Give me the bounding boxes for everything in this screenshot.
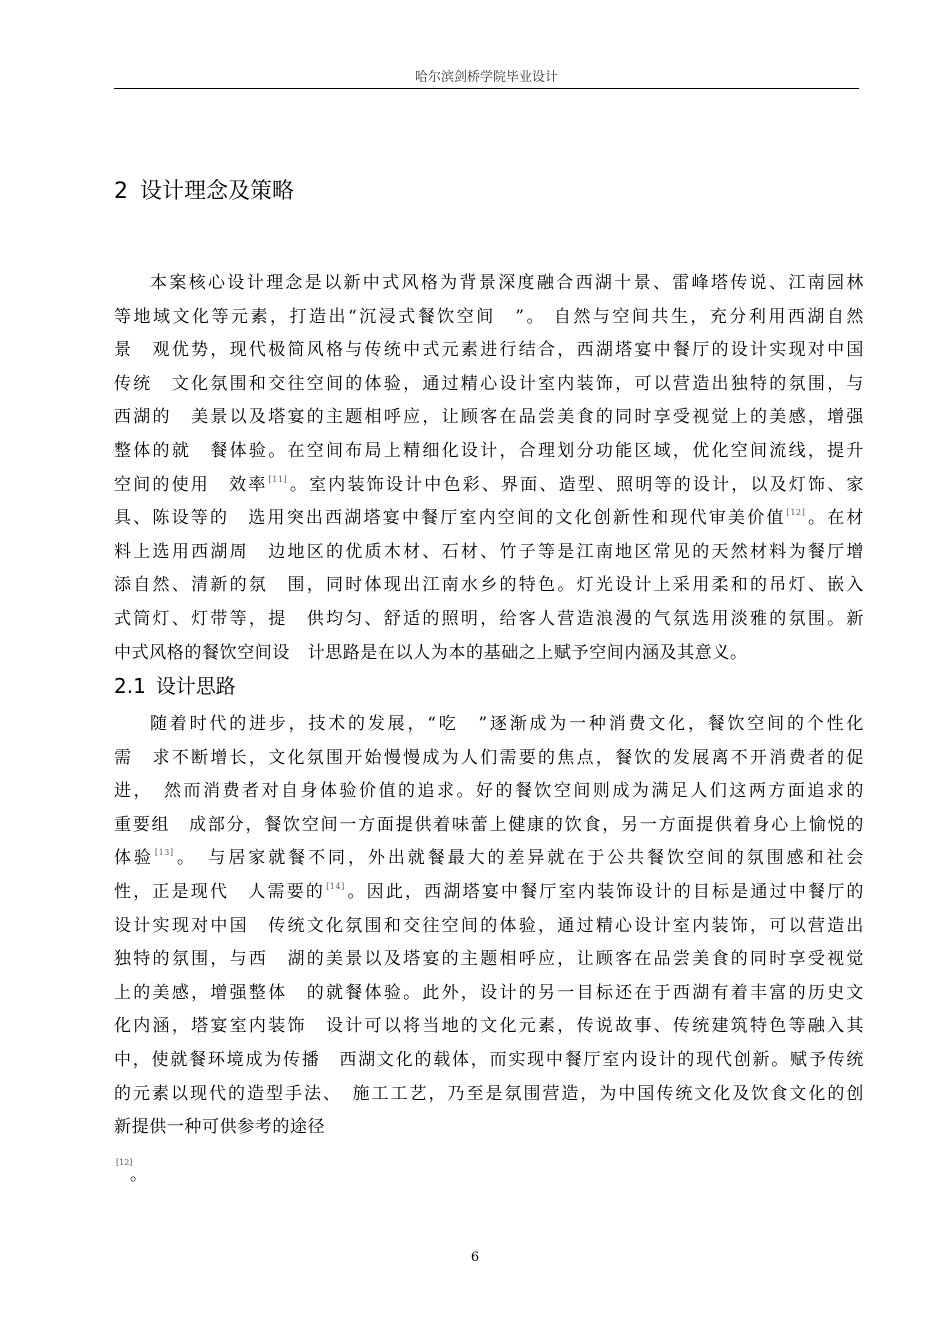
citation-ref: [12] bbox=[116, 1158, 133, 1167]
text-line: 新提供一种可供参考的途径 bbox=[114, 1117, 326, 1138]
text-line: 传统 文化氛围和交往空间的体验，通过精心设计室内装饰，可以营造出独特的氛围，与 bbox=[114, 373, 864, 394]
chapter-heading bbox=[114, 174, 294, 205]
section-title: 设计思路 bbox=[155, 674, 236, 698]
text-segment: 。室内装饰设计中色彩、界面、造型、照明等的设计，以及灯饰、家 bbox=[288, 474, 864, 495]
text-line: 添自然、清新的氛 围，同时体现出江南水乡的特色。灯光设计上采用柔和的吊灯、嵌入 bbox=[114, 575, 864, 596]
text-line: 式筒灯、灯带等，提 供均匀、舒适的照明，给客人营造浪漫的气氛选用淡雅的氛围。新 bbox=[114, 609, 864, 629]
text-line: 进， 然而消费者对自身体验价值的追求。好的餐饮空间则成为满足人们这两方面追求的 bbox=[114, 781, 864, 802]
citation-ref: [11] bbox=[268, 474, 288, 484]
text-line: 化内涵，塔宴室内装饰 设计可以将当地的文化元素，传说故事、传统建筑特色等融入其 bbox=[114, 1016, 864, 1037]
text-segment: 。因此，西湖塔宴中餐厅室内装饰设计的目标是通过中餐厅的 bbox=[345, 882, 864, 902]
text-line: 料上选用西湖周 边地区的优质木材、石材、竹子等是江南地区常见的天然材料为餐厅增 bbox=[114, 541, 864, 562]
text-line: 随着时代的进步，技术的发展，“吃 ”逐渐成为一种消费文化，餐饮空间的个性化 bbox=[150, 714, 864, 734]
section-heading bbox=[114, 670, 236, 699]
text-line bbox=[114, 877, 864, 907]
text-line: 等地域文化等元素，打造出“沉浸式餐饮空间 ”。 自然与空间共生，充分利用西湖自然 bbox=[114, 306, 864, 327]
text-line: 独特的氛围，与西 湖的美景以及塔宴的主题相呼应，让顾客在品尝美食的同时享受视觉 bbox=[114, 949, 864, 970]
paragraph-tail: 。 bbox=[130, 1165, 147, 1185]
text-line: 重要组 成部分，餐饮空间一方面提供着味蕾上健康的饮食，另一方面提供着身心上愉悦的 bbox=[114, 814, 864, 835]
text-line: 本案核心设计理念是以新中式风格为背景深度融合西湖十景、雷峰塔传说、江南园林 bbox=[150, 273, 864, 293]
text-segment: 体验 bbox=[114, 848, 154, 869]
text-line: 设计实现对中国 传统文化氛围和交往空间的体验，通过精心设计室内装饰，可以营造出 bbox=[114, 915, 864, 936]
text-line bbox=[114, 470, 864, 500]
header-rule bbox=[114, 88, 859, 89]
text-segment: 具、陈设等的 选用突出西湖塔宴中餐厅室内空间的文化创新性和现代审美价值 bbox=[114, 508, 786, 529]
text-line: 需 求不断增长，文化氛围开始慢慢成为人们需要的焦点，餐饮的发展离不开消费者的促 bbox=[114, 747, 864, 768]
page-number: 6 bbox=[470, 1250, 480, 1265]
text-line: 中式风格的餐饮空间设 计思路是在以人为本的基础之上赋予空间内涵及其意义。 bbox=[114, 642, 748, 663]
text-line: 整体的就 餐体验。在空间布局上精细化设计，合理划分功能区域，优化空间流线，提升 bbox=[114, 441, 864, 461]
text-segment: 。在材 bbox=[806, 508, 864, 529]
citation-ref: [14] bbox=[326, 882, 345, 891]
text-line: 的元素以现代的造型手法、 施工工艺，乃至是氛围营造，为中国传统文化及饮食文化的创 bbox=[114, 1083, 864, 1104]
page-header: 哈尔滨剑桥学院毕业设计 bbox=[414, 70, 558, 85]
citation-ref: [12] bbox=[786, 508, 806, 518]
text-line bbox=[114, 843, 864, 873]
text-line: 景 观优势，现代极简风格与传统中式元素进行结合，西湖塔宴中餐厅的设计实现对中国 bbox=[114, 340, 864, 361]
section-number: 2.1 bbox=[114, 674, 146, 698]
chapter-number: 2 bbox=[114, 179, 128, 204]
citation-ref: [13] bbox=[154, 848, 174, 858]
text-line: 西湖的 美景以及塔宴的主题相呼应，让顾客在品尝美食的同时享受视觉上的美感，增强 bbox=[114, 407, 864, 428]
text-segment: 性，正是现代 人需要的 bbox=[114, 882, 326, 902]
chapter-title: 设计理念及策略 bbox=[140, 179, 295, 204]
text-segment: 。 与居家就餐不同，外出就餐最大的差异就在于公共餐饮空间的氛围感和社会 bbox=[174, 848, 864, 869]
text-line: 中，使就餐环境成为传播 西湖文化的载体，而实现中餐厅室内设计的现代创新。赋予传统 bbox=[114, 1050, 864, 1070]
text-segment: 空间的使用 效率 bbox=[114, 474, 268, 495]
text-line: 上的美感，增强整体 的就餐体验。此外，设计的另一目标还在于西湖有着丰富的历史文 bbox=[114, 982, 864, 1003]
text-line bbox=[114, 503, 864, 533]
